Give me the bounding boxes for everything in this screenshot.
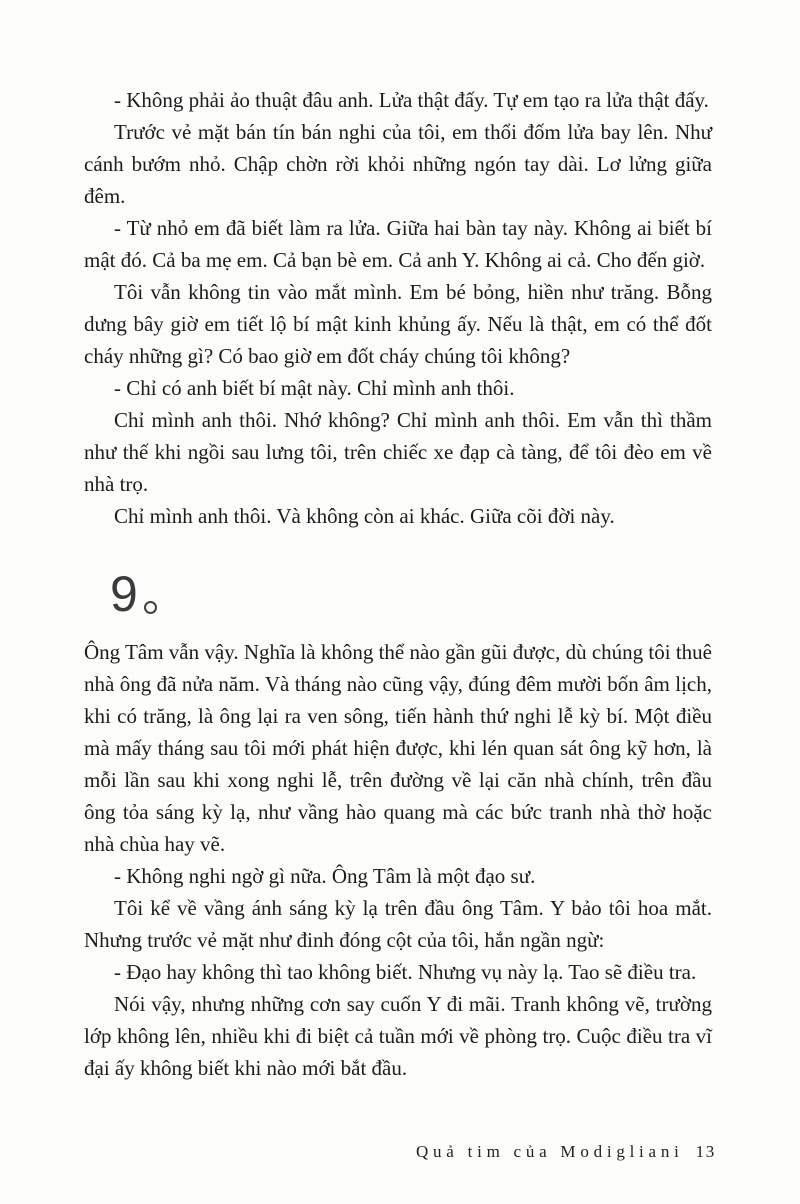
chapter-number: 9 <box>110 566 139 622</box>
paragraph: - Không phải ảo thuật đâu anh. Lửa thật đấy. Tự em tạo ra lửa thật đấy. <box>114 88 709 112</box>
text-block <box>84 84 712 1084</box>
running-footer <box>416 1142 716 1162</box>
page-number: 13 <box>695 1142 716 1161</box>
paragraph: Tôi vẫn không tin vào mắt mình. Em bé bỏng, hiền như trăng. Bỗng dưng bây giờ em tiết lộ bí mật kinh khủng ấy. Nếu là thật, em có thể đốt cháy những gì? Có bao giờ em đốt cháy chúng tôi không? <box>84 280 712 368</box>
paragraph: - Từ nhỏ em đã biết làm ra lửa. Giữa hai bàn tay này. Không ai biết bí mật đó. Cả ba mẹ em. Cả bạn bè em. Cả anh Y. Không ai cả. Cho đến giờ. <box>84 216 712 272</box>
paragraph: - Chỉ có anh biết bí mật này. Chỉ mình anh thôi. <box>114 376 515 400</box>
paragraph: Chỉ mình anh thôi. Và không còn ai khác. Giữa cõi đời này. <box>114 504 615 528</box>
paragraph: Ông Tâm vẫn vậy. Nghĩa là không thể nào gần gũi được, dù chúng tôi thuê nhà ông đã nửa năm. Và tháng nào cũng vậy, đúng đêm mười bốn âm lịch, khi có trăng, là ông lại ra ven sông, tiến hành thứ nghi lễ kỳ bí. Một điều mà mấy tháng sau tôi mới phát hiện được, khi lén quan sát ông kỹ hơn, là mỗi lần sau khi xong nghi lễ, trên đường về lại căn nhà chính, trên đầu ông tỏa sáng kỳ lạ, như vầng hào quang mà các bức tranh nhà thờ hoặc nhà chùa hay vẽ. <box>84 640 712 856</box>
paragraph: - Đạo hay không thì tao không biết. Nhưng vụ này lạ. Tao sẽ điều tra. <box>114 960 697 984</box>
paragraph: Tôi kể về vầng ánh sáng kỳ lạ trên đầu ông Tâm. Y bảo tôi hoa mắt. Nhưng trước vẻ mặt như đinh đóng cột của tôi, hắn ngần ngừ: <box>84 896 712 952</box>
chapter-heading <box>84 558 712 620</box>
paragraph: Trước vẻ mặt bán tín bán nghi của tôi, em thổi đốm lửa bay lên. Như cánh bướm nhỏ. Chập chờn rời khỏi những ngón tay dài. Lơ lửng giữa đêm. <box>84 120 712 208</box>
chapter-dot-icon <box>144 601 157 614</box>
paragraph: Chỉ mình anh thôi. Nhớ không? Chỉ mình anh thôi. Em vẫn thì thầm như thế khi ngồi sau lưng tôi, trên chiếc xe đạp cà tàng, để tôi đèo em về nhà trọ. <box>84 408 712 496</box>
book-title: Quả tim của Modigliani <box>415 1142 684 1161</box>
paragraph: - Không nghi ngờ gì nữa. Ông Tâm là một đạo sư. <box>114 864 536 888</box>
paragraph: Nói vậy, nhưng những cơn say cuốn Y đi mãi. Tranh không vẽ, trường lớp không lên, nhiều khi đi biệt cả tuần mới về phòng trọ. Cuộc điều tra vĩ đại ấy không biết khi nào mới bắt đầu. <box>84 992 712 1080</box>
